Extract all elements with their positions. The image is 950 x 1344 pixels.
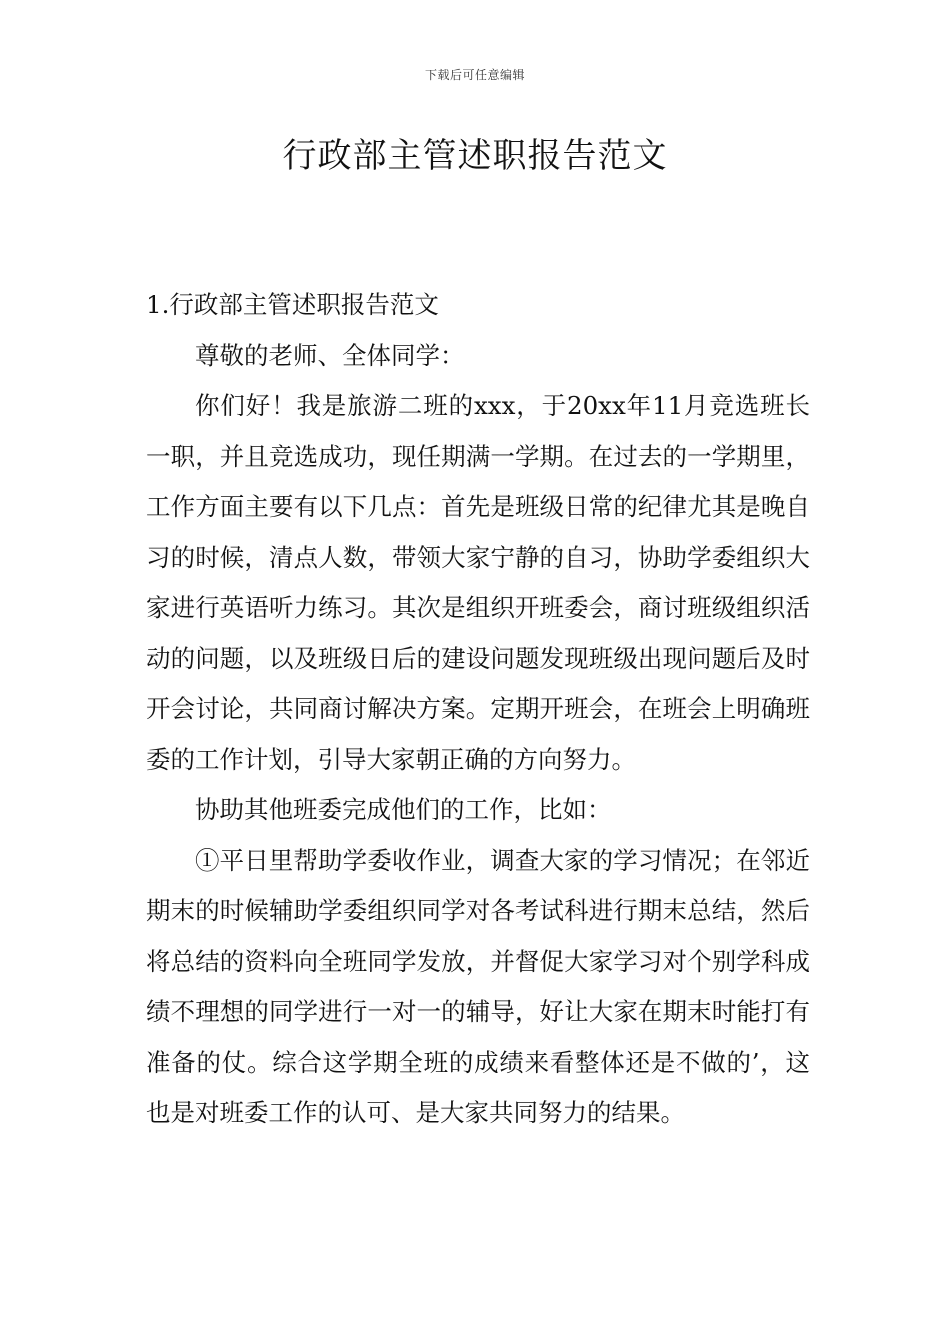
header-note: 下载后可任意编辑	[424, 68, 525, 82]
body-paragraph: 协助其他班委完成他们的工作，比如：	[195, 795, 612, 824]
section-heading: 1.行政部主管述职报告范文	[146, 290, 439, 319]
document-body	[146, 280, 810, 1139]
salutation-paragraph: 尊敬的老师、全体同学：	[195, 340, 465, 370]
body-paragraph: 你们好！我是旅游二班的xxx，于20xx年11月竞选班长一职，并且竞选成功，现任期满一学期。在过去的一学期里，工作方面主要有以下几点：首先是班级日常的纪律尤其是晚自习的时候，清点人数，带领大家宁静的自习，协助学委组织大家进行英语听力练习。其次是组织开班委会，商讨班级组织活动的问题，以及班级日后的建设问题发现班级出现问题后及时开会讨论，共同商讨解决方案。定期开班会，在班会上明确班委的工作计划，引导大家朝正确的方向努力。	[146, 391, 810, 774]
document-title: 行政部主管述职报告范文	[282, 136, 668, 176]
body-paragraph: ①平日里帮助学委收作业，调查大家的学习情况；在邻近期末的时候辅助学委组织同学对各考试科进行期末总结，然后将总结的资料向全班同学发放，并督促大家学习对个别学科成绩不理想的同学进行一对一的辅导，好让大家在期末时能打有准备的仗。综合这学期全班的成绩来看整体还是不做的’，这也是对班委工作的认可、是大家共同努力的结果。	[146, 845, 810, 1127]
